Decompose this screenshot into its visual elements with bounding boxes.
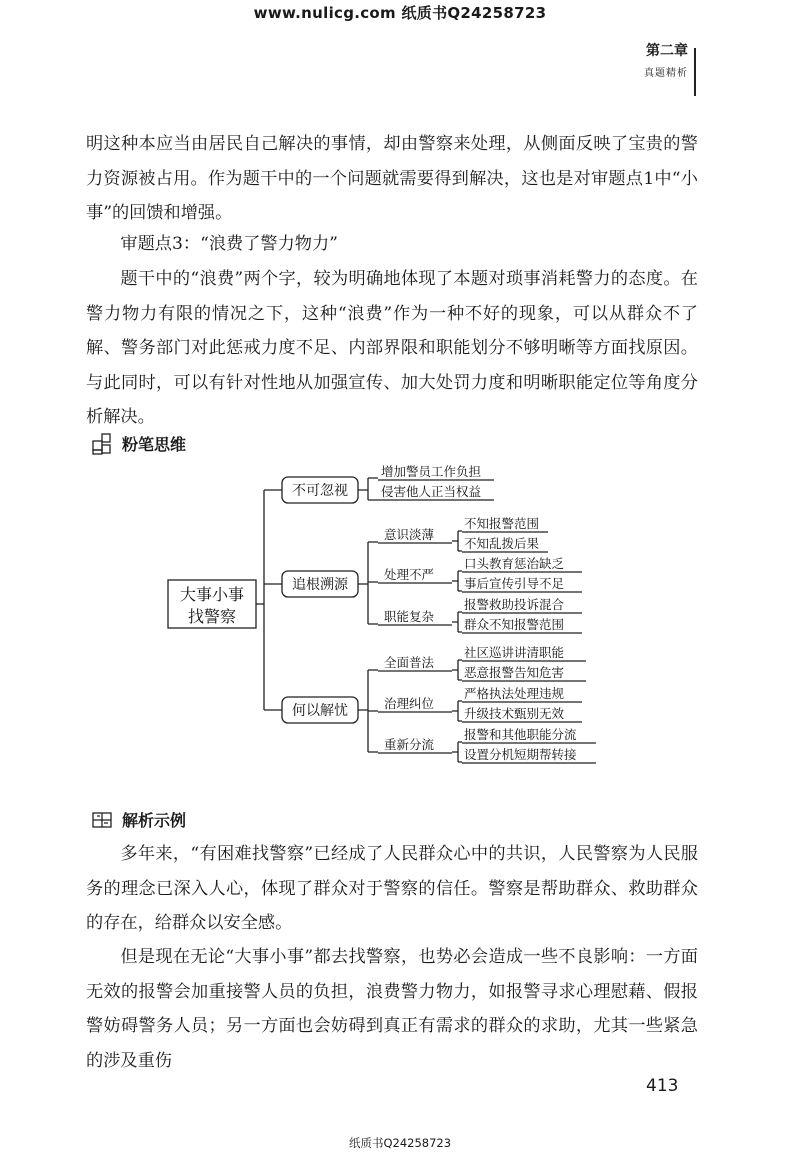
- branch-label-1: 不可忽视: [292, 483, 348, 499]
- bottom-watermark: 纸质书Q24258723: [348, 1136, 452, 1150]
- leaf-1-1: 增加警员工作负担: [381, 464, 482, 479]
- sub-2-3: 职能复杂: [384, 609, 435, 624]
- sub-3-2: 治理纠位: [384, 696, 435, 711]
- sub-3-3: 重新分流: [384, 737, 435, 752]
- sub-2-1: 意识淡薄: [384, 527, 435, 542]
- leaf-3-3-1: 报警和其他职能分流: [464, 727, 577, 742]
- leaf-3-3-2: 设置分机短期帮转接: [464, 747, 577, 762]
- branch-label-2: 追根溯源: [292, 577, 348, 593]
- chapter-subtitle: 真题精析: [644, 68, 688, 79]
- leaf-3-2-1: 严格执法处理违规: [464, 686, 565, 701]
- paragraph-continuation: 明这种本应当由居民自己解决的事情，却由警察来处理，从侧面反映了宝贵的警力资源被占用。作为题干中的一个问题就需要得到解决，这也是对审题点1中“小事”的回馈和增强。: [86, 134, 698, 223]
- page-number: 413: [646, 1076, 679, 1096]
- root-text-line2: 找警察: [187, 607, 237, 626]
- leaf-2-1-1: 不知报警范围: [464, 516, 540, 531]
- leaf-3-1-2: 恶意报警告知危害: [464, 665, 565, 680]
- paragraph-waste: 题干中的“浪费”两个字，较为明确地体现了本题对琐事消耗警力的态度。在警力物力有限的情况之下，这种“浪费”作为一种不好的现象，可以从群众不了解、警务部门对此惩戒力度不足、内部界限和职能划分不够明晰等方面找原因。与此同时，可以有针对性地从加强宣传、加大处罚力度和明晰职能定位等角度分析解决。: [86, 269, 698, 427]
- review-point-heading: 审题点3：“浪费了警力物力”: [120, 234, 338, 254]
- root-text-line1: 大事小事: [179, 585, 245, 604]
- leaf-3-2-2: 升级技术甄别无效: [464, 706, 565, 721]
- paragraph-impact: 但是现在无论“大事小事”都去找警察，也势必会造成一些不良影响：一方面无效的报警会加重接警人员的负担，浪费警力物力，如报警寻求心理慰藉、假报警妨碍警务人员；另一方面也会妨碍到真正有需求的群众的求助，尤其一些紧急的涉及重伤: [86, 947, 698, 1071]
- branch-label-3: 何以解忧: [292, 703, 348, 719]
- leaf-3-1-1: 社区巡讲讲清职能: [464, 645, 565, 660]
- section-heading-analysis: [92, 808, 186, 831]
- leaf-2-3-2: 群众不知报警范围: [464, 617, 565, 632]
- leaf-2-2-1: 口头教育惩治缺乏: [464, 556, 565, 571]
- leaf-1-2: 侵害他人正当权益: [381, 484, 482, 499]
- leaf-2-2-2: 事后宣传引导不足: [464, 576, 565, 591]
- analysis-icon: [92, 811, 112, 829]
- sub-2-2: 处理不严: [384, 567, 435, 582]
- section-title: 解析示例: [122, 811, 187, 830]
- chapter-title: 第二章: [646, 43, 688, 59]
- top-watermark: www.nulicg.com 纸质书Q24258723: [253, 4, 547, 22]
- paragraph-trust: 多年来，“有困难找警察”已经成了人民群众心中的共识，人民警察为人民服务的理念已深入人心，体现了群众对于警察的信任。警察是帮助群众、救助群众的存在，给群众以安全感。: [86, 844, 698, 933]
- sub-3-1: 全面普法: [384, 655, 435, 670]
- section-title: 粉笔思维: [122, 435, 187, 454]
- leaf-2-1-2: 不知乱拨后果: [464, 536, 540, 551]
- leaf-2-3-1: 报警救助投诉混合: [464, 597, 565, 612]
